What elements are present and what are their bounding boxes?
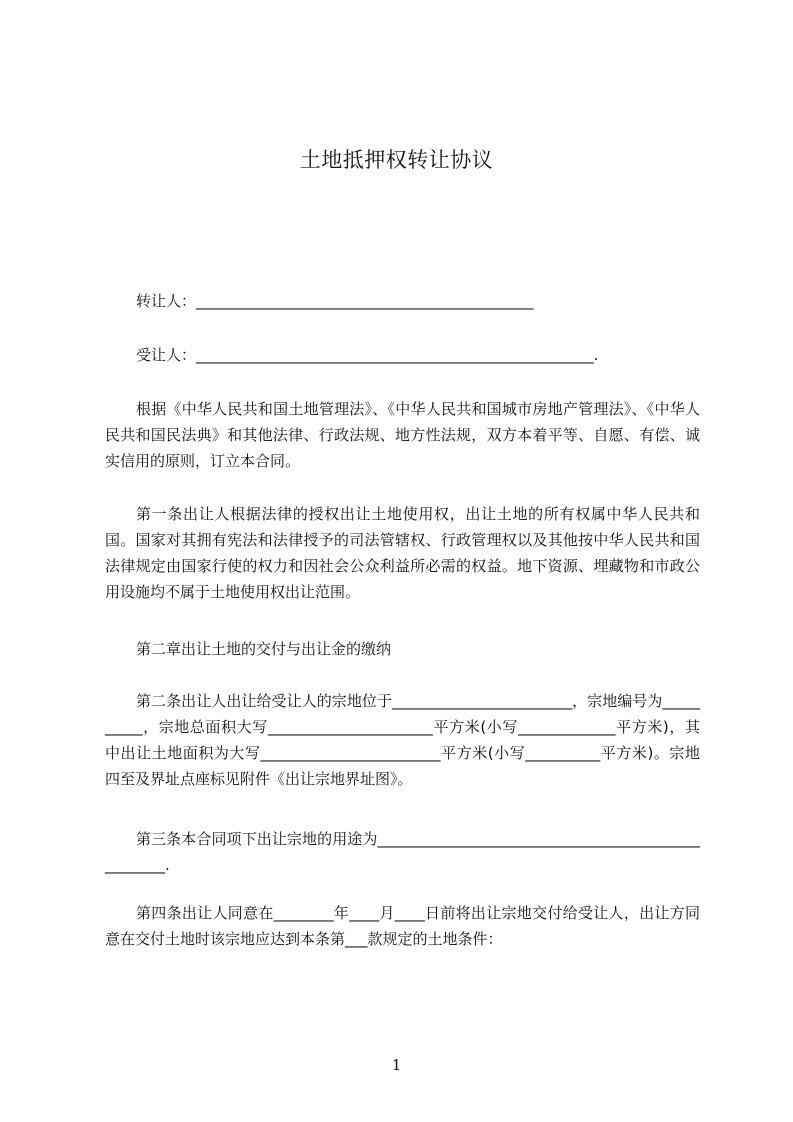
transferee-line: 受让人：_____________________________________________________. <box>136 346 599 364</box>
article-2-paragraph: 第二条出让人出让给受让人的宗地位于________________________，宗地编号为__________，宗地总面积大写______________________平方米(小写_____________平方米)，其中出让土地面积为大写________________________平方米(小写__________平方米)。宗地四至及界址点座标见附件《出让宗地界址图》。 <box>105 692 700 788</box>
page-number: 1 <box>391 1056 402 1074</box>
article-3-paragraph: 第三条本合同项下出让宗地的用途为___________________________________________________. <box>105 830 700 874</box>
chapter-2-heading: 第二章出让土地的交付与出让金的缴纳 <box>136 640 392 658</box>
preamble-paragraph: 根据《中华人民共和国土地管理法》、《中华人民共和国城市房地产管理法》、《中华人民共和国民法典》和其他法律、行政法规、地方性法规，双方本着平等、自愿、有偿、诚实信用的原则，订立本合同。 <box>105 400 700 470</box>
document-title: 土地抵押权转让协议 <box>299 148 494 172</box>
article-4-paragraph: 第四条出让人同意在________年____月____日前将出让宗地交付给受让人，出让方同意在交付土地时该宗地应达到本条第___款规定的土地条件： <box>105 904 700 948</box>
article-1-paragraph: 第一条出让人根据法律的授权出让土地使用权，出让土地的所有权属中华人民共和国。国家对其拥有宪法和法律授予的司法管辖权、行政管理权以及其他按中华人民共和国法律规定由国家行使的权力和因社会公众利益所必需的权益。地下资源、埋藏物和市政公用设施均不属于土地使用权出让范围。 <box>105 505 700 601</box>
transferor-line: 转让人：_____________________________________________ <box>136 292 534 310</box>
